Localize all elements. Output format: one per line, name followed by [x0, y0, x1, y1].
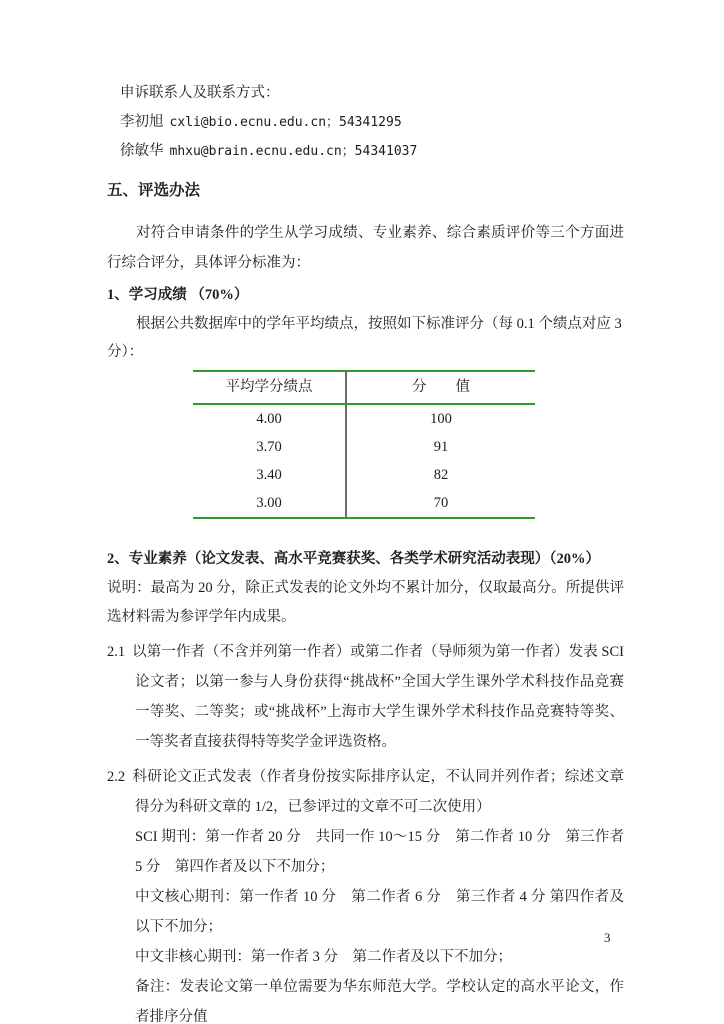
- table-header-row: [193, 371, 535, 404]
- table-cell-gpa: 3.70: [193, 433, 346, 461]
- table-header-gpa: 平均学分绩点: [193, 371, 346, 404]
- appeal-contact-block: [120, 78, 624, 166]
- numbered-item-2-2: [107, 762, 624, 822]
- contact-email-phone: mhxu@brain.ecnu.edu.cn；54341037: [169, 144, 418, 159]
- scoring-line-sci-journal: SCI 期刊：第一作者 20 分 共同一作 10～15 分 第二作者 10 分 第三作者 5 分 第四作者及以下不加分；: [135, 829, 624, 875]
- appeal-contact-heading: 申诉联系人及联系方式：: [120, 85, 280, 101]
- scoring-explanation-note: 说明：最高为 20 分，除正式发表的论文外均不累计加分，仅取最高分。所提供评选材料需为参评学年内成果。: [107, 580, 624, 625]
- contact-line: [120, 108, 624, 137]
- contact-name: 徐敏华: [120, 143, 164, 159]
- scoring-line-chinese-core-journal: 中文核心期刊：第一作者 10 分 第二作者 6 分 第三作者 4 分 第四作者及以下不加分；: [135, 889, 624, 935]
- section-heading-selection-method: 五、评选办法: [107, 182, 201, 199]
- page-number: 3: [604, 930, 611, 945]
- subsection-heading-academic-grades: 1、学习成绩 （70%）: [107, 287, 249, 303]
- subsection-heading-professional-quality: 2、专业素养（论文发表、高水平竞赛获奖、各类学术研究活动表现）（20%）: [107, 551, 600, 567]
- table-cell-score: 100: [430, 411, 452, 427]
- table-row: [193, 461, 535, 489]
- table-cell-gpa: 3.00: [193, 489, 346, 518]
- table-cell-score: 82: [433, 467, 449, 483]
- table-cell-gpa: 3.40: [193, 461, 346, 489]
- section-intro-paragraph: 对符合申请条件的学生从学习成绩、专业素养、综合素质评价等三个方面进行综合评分，具体评分标准为：: [107, 225, 624, 271]
- item-number: 2.1: [107, 644, 126, 660]
- item-number: 2.2: [107, 769, 126, 785]
- table-header-score: 分 值: [346, 371, 535, 404]
- contact-name: 李初旭: [120, 114, 164, 130]
- table-cell-score: 91: [433, 439, 449, 455]
- gpa-table-lead-sentence: 根据公共数据库中的学年平均绩点，按照如下标准评分（每 0.1 个绩点对应 3 分）：: [107, 316, 622, 360]
- numbered-item-2-1: [107, 637, 624, 757]
- scoring-line-chinese-noncore-journal: 中文非核心期刊：第一作者 3 分 第二作者及以下不加分；: [135, 949, 512, 965]
- table-row: [193, 489, 535, 518]
- table-cell-gpa: 4.00: [193, 404, 346, 433]
- contact-email-phone: cxli@bio.ecnu.edu.cn；54341295: [169, 115, 402, 130]
- contact-line: [120, 137, 624, 166]
- item-text: 科研论文正式发表（作者身份按实际排序认定，不认同并列作者；综述文章得分为科研文章的 1/2，已参评过的文章不可二次使用）: [132, 769, 624, 815]
- table-row: [193, 404, 535, 433]
- gpa-score-table: [193, 370, 535, 519]
- table-row: [193, 433, 535, 461]
- scoring-line-remark: 备注：发表论文第一单位需要为华东师范大学。学校认定的高水平论文，作者排序分值: [135, 979, 624, 1024]
- item-text: 以第一作者（不含并列第一作者）或第二作者（导师须为第一作者）发表 SCI 论文者；以第一参与人身份获得“挑战杯”全国大学生课外学术科技作品竞赛一等奖、二等奖；或“挑战杯”上海市大学生课外学术科技作品竞赛特等奖、一等奖者直接获得特等奖学金评选资格。: [132, 644, 624, 750]
- table-cell-score: 70: [346, 489, 535, 518]
